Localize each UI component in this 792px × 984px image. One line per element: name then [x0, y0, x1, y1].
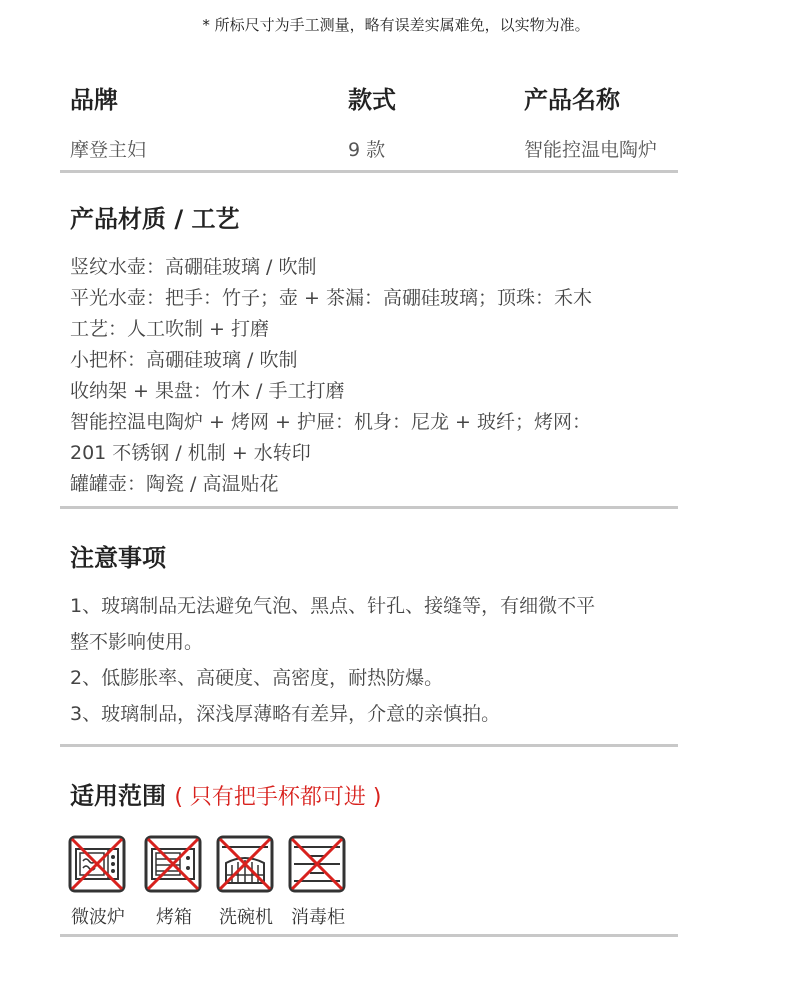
- material-line: 201 不锈钢 / 机制 + 水转印: [70, 442, 311, 464]
- dishwasher-label: 洗碗机: [219, 907, 273, 928]
- usage-title: [70, 776, 382, 811]
- note-line: 2、低膨胀率、高硬度、高密度，耐热防爆。: [70, 667, 444, 689]
- note-line: 3、玻璃制品，深浅厚薄略有差异，介意的亲慎拍。: [70, 703, 501, 725]
- brand-value: 摩登主妇: [70, 139, 147, 161]
- measurement-note: * 所标尺寸为手工测量，略有误差实属难免，以实物为准。: [202, 16, 590, 34]
- divider: [60, 744, 678, 747]
- material-line: 罐罐壶：陶瓷 / 高温贴花: [70, 473, 279, 495]
- disinfection-cabinet-label: 消毒柜: [291, 907, 345, 928]
- dishwasher-icon: [216, 835, 274, 893]
- usage-title-text: 适用范围: [70, 782, 166, 810]
- notes-list: [70, 588, 595, 732]
- material-line: 收纳架 + 果盘：竹木 / 手工打磨: [70, 380, 345, 402]
- disinfection-cabinet-item: [288, 835, 368, 928]
- style-value: 9 款: [348, 139, 386, 161]
- divider: [60, 506, 678, 509]
- notes-title: 注意事项: [70, 544, 166, 572]
- product-name-value: 智能控温电陶炉: [524, 139, 658, 161]
- note-line: 整不影响使用。: [70, 631, 204, 653]
- material-line: 平光水壶：把手：竹子；壶 + 茶漏：高硼硅玻璃；顶珠：禾木: [70, 287, 593, 309]
- microwave-item: [68, 835, 148, 928]
- material-title: 产品材质 / 工艺: [70, 205, 240, 233]
- oven-label: 烤箱: [156, 907, 192, 928]
- usage-subtitle: ( 只有把手杯都可进 ): [174, 785, 382, 810]
- dishwasher-item: [216, 835, 296, 928]
- microwave-label: 微波炉: [71, 907, 125, 928]
- disinfection-cabinet-icon: [288, 835, 346, 893]
- oven-icon: [144, 835, 202, 893]
- material-line: 工艺：人工吹制 + 打磨: [70, 318, 269, 340]
- material-line: 智能控温电陶炉 + 烤网 + 护屉：机身：尼龙 + 玻纤；烤网：: [70, 411, 591, 433]
- divider: [60, 170, 678, 173]
- divider: [60, 934, 678, 937]
- note-line: 1、玻璃制品无法避免气泡、黑点、针孔、接缝等，有细微不平: [70, 595, 596, 617]
- product-name-header: 产品名称: [524, 86, 620, 114]
- oven-item: [144, 835, 224, 928]
- microwave-icon: [68, 835, 126, 893]
- material-line: 竖纹水壶：高硼硅玻璃 / 吹制: [70, 256, 317, 278]
- material-line: 小把杯：高硼硅玻璃 / 吹制: [70, 349, 298, 371]
- style-header: 款式: [348, 86, 396, 114]
- brand-header: 品牌: [70, 86, 118, 114]
- material-list: [70, 252, 592, 500]
